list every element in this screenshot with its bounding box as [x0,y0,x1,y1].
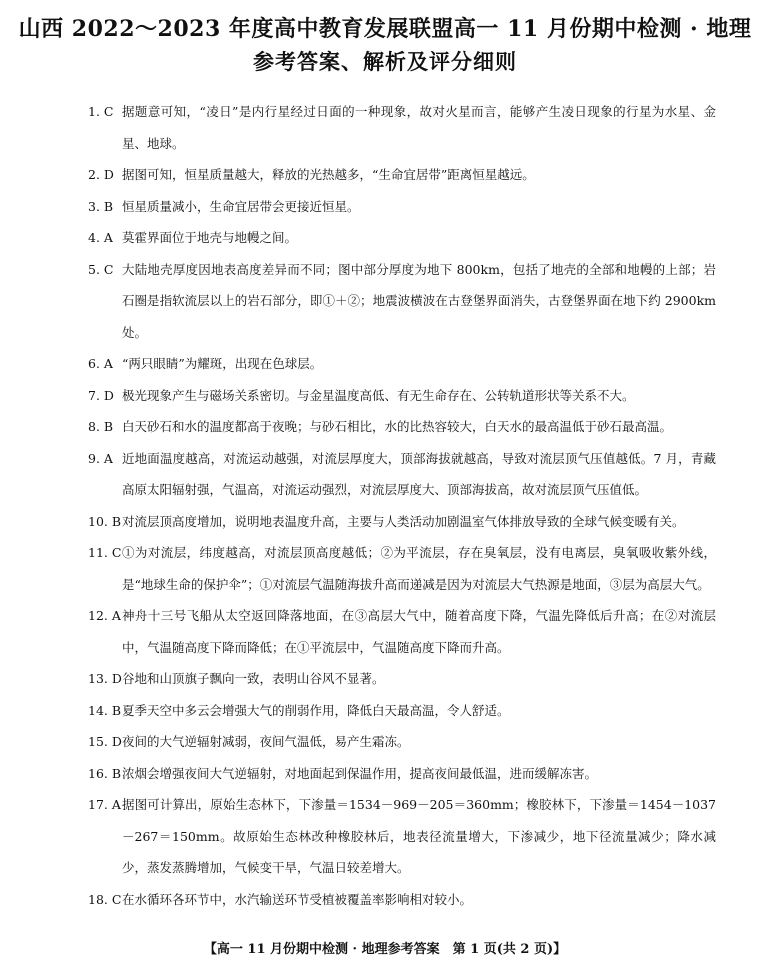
answer-explanation: 恒星质量减小，生命宜居带会更接近恒星。 [122,198,360,214]
answer-item-3 [88,191,716,223]
answer-item-1 [88,96,716,159]
answer-key: 2. D [88,167,114,182]
answer-key: 12. A [88,608,121,623]
answer-item-2 [88,159,716,191]
answer-item-15 [88,726,716,758]
answer-explanation: 近地面温度越高，对流运动越强，对流层厚度大，顶部海拔就越高，导致对流层顶气压值越低。7 月，青藏高原太阳辐射强，气温高，对流运动强烈，对流层厚度大、顶部海拔高，故对流层顶气压值低。 [122,450,716,497]
answer-key: 15. D [88,734,122,749]
answer-item-12 [88,600,716,663]
answer-key: 18. C [88,891,122,907]
answer-item-16 [88,758,716,790]
answer-key: 13. D [88,671,122,686]
answer-key: 1. C [88,104,114,119]
answer-explanation: 据图可知，恒星质量越大，释放的光热越多，“生命宜居带”距离恒星越远。 [122,167,535,182]
answer-key: 8. B [88,419,114,434]
answer-explanation: ①为对流层，纬度越高，对流层顶高度越低；②为平流层，存在臭氧层，没有电离层，臭氧吸收紫外线，是“地球生命的保护伞”；①对流层气温随海拔升高而递减是因为对流层大气热源是地面，③层为高层大气。 [122,545,716,592]
answer-explanation: 白天砂石和水的温度都高于夜晚；与砂石相比，水的比热容较大，白天水的最高温低于砂石最高温。 [122,419,673,434]
answer-key: 14. B [88,702,122,718]
answer-item-4 [88,222,716,254]
answer-key: 7. D [88,387,114,403]
answer-explanation: 夜间的大气逆辐射减弱，夜间气温低，易产生霜冻。 [122,734,410,749]
answer-explanation: 大陆地壳厚度因地表高度差异而不同；图中部分厚度为地下 800km，包括了地壳的全部和地幔的上部；岩石圈是指软流层以上的岩石部分，即①＋②；地震波横波在古登堡界面消失，古登堡界面在地下约 2900km 处。 [122,261,716,340]
answer-item-6 [88,348,716,380]
answer-key: 3. B [88,198,114,214]
answer-key: 16. B [88,765,122,781]
answer-key: 6. A [88,356,113,371]
answer-explanation: 对流层顶高度增加，说明地表温度升高，主要与人类活动加剧温室气体排放导致的全球气候变暖有关。 [122,513,685,529]
answer-explanation: 浓烟会增强夜间大气逆辐射，对地面起到保温作用，提高夜间最低温，进而缓解冻害。 [122,765,598,781]
answer-item-7 [88,380,716,412]
answer-item-18 [88,884,716,916]
answer-key: 17. A [88,797,121,812]
answer-explanation: “两只眼睛”为耀斑，出现在色球层。 [122,356,323,371]
answer-explanation: 谷地和山顶旗子飘向一致，表明山谷风不显著。 [122,671,385,686]
answer-key: 9. A [88,450,113,466]
answer-explanation: 在水循环各环节中，水汽输送环节受植被覆盖率影响相对较小。 [122,891,473,907]
answer-item-9 [88,443,716,506]
answer-key: 10. B [88,513,122,529]
answer-item-10 [88,506,716,538]
document-title: 山西 2022～2023 年度高中教育发展联盟高一 11 月份期中检测 · 地理 [18,16,752,42]
answer-item-14 [88,695,716,727]
page-footer: 【高一 11 月份期中检测 · 地理参考答案 第 1 页(共 2 页)】 [203,942,567,957]
answer-explanation: 据题意可知，“凌日”是内行星经过日面的一种现象，故对火星而言，能够产生凌日现象的行星为水星、金星、地球。 [122,104,716,151]
answer-key: 5. C [88,261,114,277]
answer-list [88,96,716,915]
document-subtitle: 参考答案、解析及评分细则 [253,49,517,74]
answer-key: 11. C [88,545,122,560]
answer-item-11 [88,537,716,600]
answer-item-13 [88,663,716,695]
answer-explanation: 莫霍界面位于地壳与地幔之间。 [122,230,298,245]
answer-key: 4. A [88,230,113,245]
answer-explanation: 极光现象产生与磁场关系密切。与金星温度高低、有无生命存在、公转轨道形状等关系不大。 [122,387,635,403]
answer-item-8 [88,411,716,443]
answer-explanation: 据图可计算出，原始生态林下，下渗量＝1534－969－205＝360mm；橡胶林下，下渗量＝1454－1037－267＝150mm。故原始生态林改种橡胶林后，地表径流量增大，下渗减少，地下径流量减少；降水减少，蒸发蒸腾增加，气候变干旱，气温日较差增大。 [122,797,716,875]
answer-item-17 [88,789,716,884]
answer-explanation: 神舟十三号飞船从太空返回降落地面，在③高层大气中，随着高度下降，气温先降低后升高；在②对流层中，气温随高度下降而降低；在①平流层中，气温随高度下降而升高。 [122,608,716,655]
answer-explanation: 夏季天空中多云会增强大气的削弱作用，降低白天最高温，令人舒适。 [122,702,510,718]
answer-item-5 [88,254,716,349]
